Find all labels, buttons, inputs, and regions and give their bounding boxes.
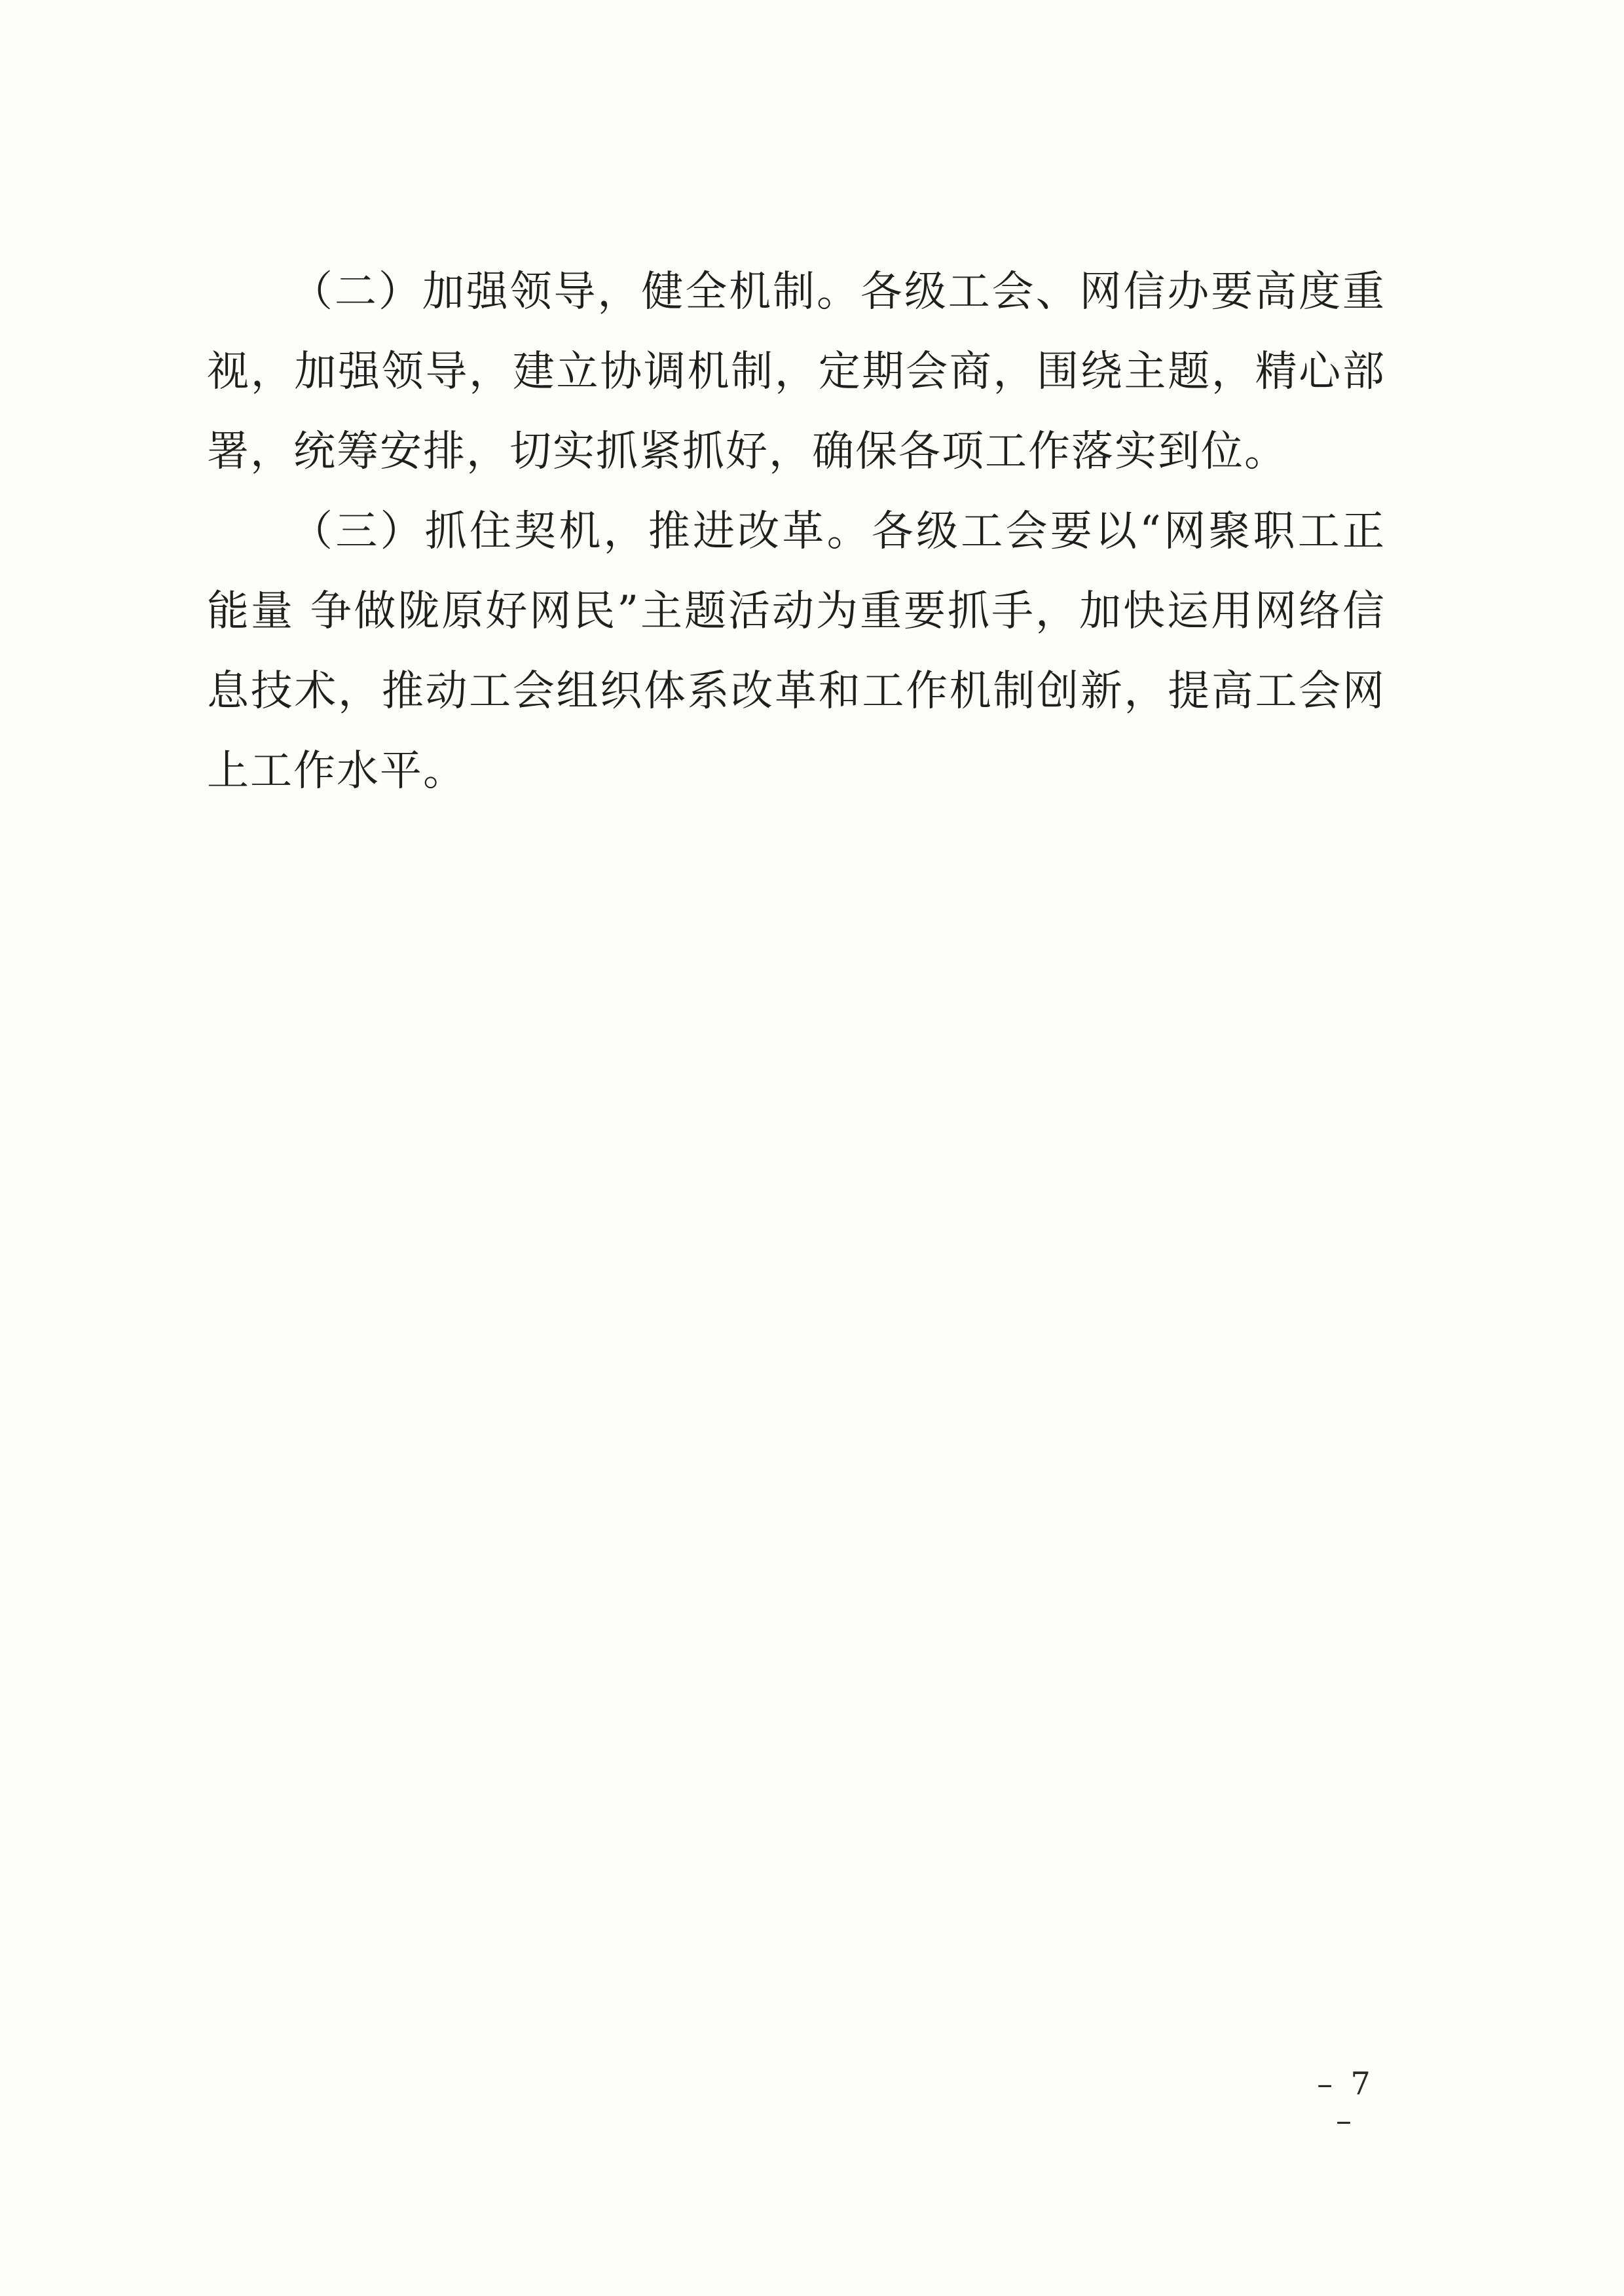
page-number: – 7 –: [1317, 2066, 1375, 2139]
paragraph-strengthen-leadership: （二）加强领导，健全机制。各级工会、网信办要高度重视，加强领导，建立协调机制，定期会商，围绕主题，精心部署，统筹安排，切实抓紧抓好，确保各项工作落实到位。: [207, 268, 1386, 476]
paragraph-seize-opportunity: （三）抓住契机，推进改革。各级工会要以“网聚职工正能量 争做陇原好网民”主题活动为重要抓手，加快运用网络信息技术，推动工会组织体系改革和工作机制创新，提高工会网上工作水平。: [207, 507, 1386, 795]
body-text: [207, 252, 1386, 811]
